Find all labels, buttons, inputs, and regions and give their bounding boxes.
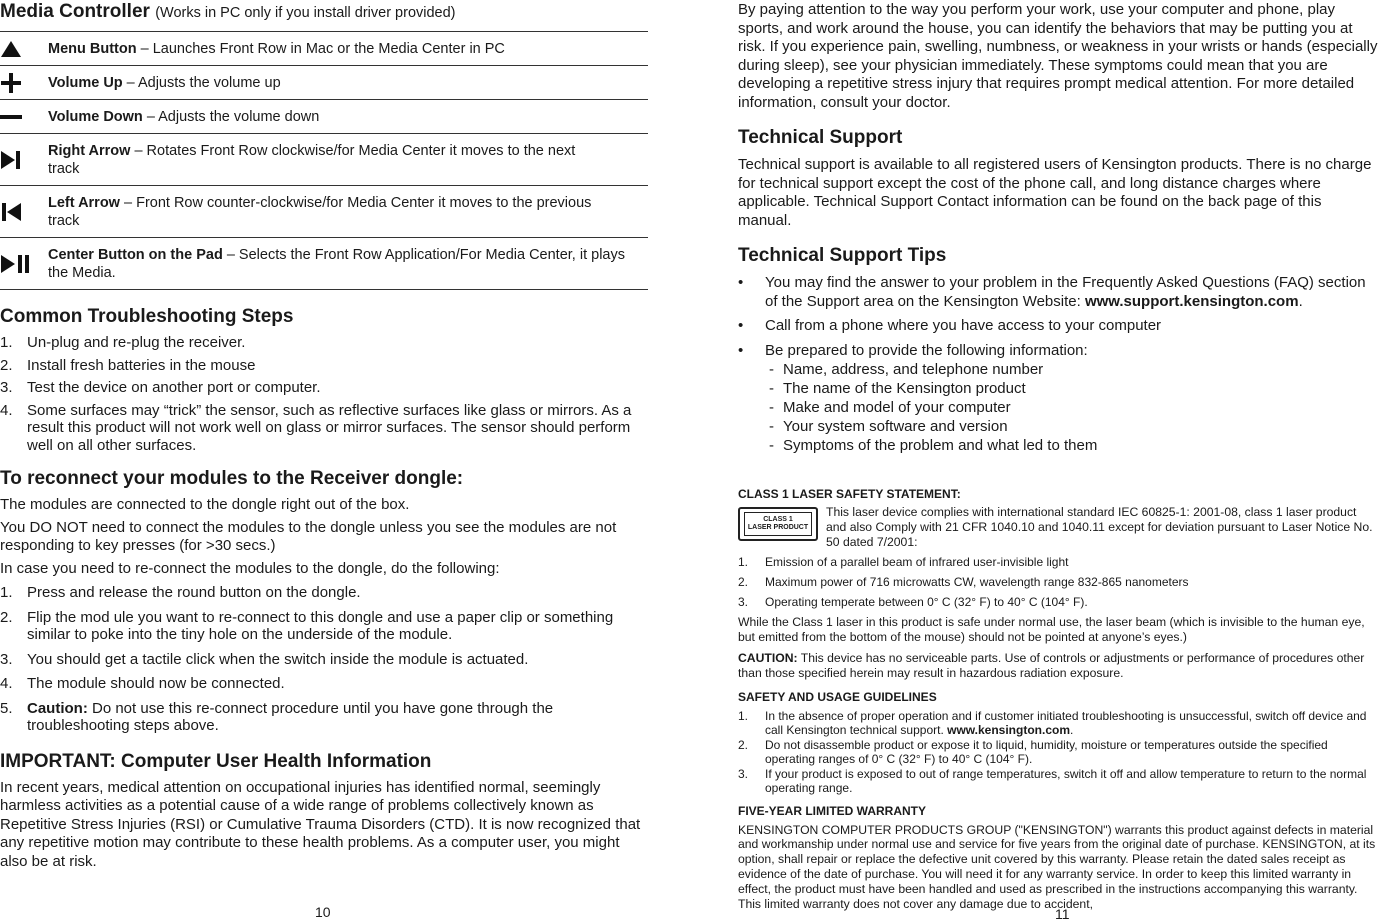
list-item: • Be prepared to provide the following information: - Name, address, and telephone number - The name of the Kensington product - Make and model of your computer - Your system software and version - Symptoms of the problem and what led to them bbox=[738, 341, 1098, 454]
list-item: • Call from a phone where you have access to your computer bbox=[738, 317, 1162, 334]
control-row-right-arrow bbox=[0, 134, 648, 186]
list-item: 3. You should get a tactile click when the switch inside the module is actuated. bbox=[0, 650, 529, 668]
reconnect-list bbox=[0, 584, 648, 735]
safety-list bbox=[738, 709, 1378, 795]
control-row-center-button bbox=[0, 238, 648, 290]
list-item: • You may find the answer to your problem in the Frequently Asked Questions (FAQ) section of the Support area on the Kensington Website: www.support.kensington.com. bbox=[738, 274, 1366, 310]
kensington-link[interactable]: www.kensington.com bbox=[947, 722, 1071, 737]
list-item: 3. If your product is exposed to out of range temperatures, switch it off and allow temperature to return to the normal operating range. bbox=[738, 766, 1367, 795]
next-track-icon bbox=[0, 150, 48, 170]
laser-heading: CLASS 1 LASER SAFETY STATEMENT: bbox=[738, 487, 961, 501]
warranty-heading: FIVE-YEAR LIMITED WARRANTY bbox=[738, 803, 926, 818]
media-controller-title: Media Controller bbox=[0, 1, 150, 22]
intro-paragraph: By paying attention to the way you perform your work, use your computer and phone, play sports, and work around the house, you can identify the behaviors that may be putting you at risk. If you experience pain, swelling, numbness, or weakness in your wrists or hands (especially during sleep), see your physician immediately. These symptoms could mean that you are developing a repetitive stress injury that requires prompt medical attention. For more detailed information, consult your doctor. bbox=[738, 1, 1378, 111]
previous-track-icon bbox=[0, 202, 48, 222]
technical-support-heading: Technical Support bbox=[738, 127, 903, 148]
left-page bbox=[0, 0, 648, 871]
page-number-left: 10 bbox=[315, 904, 331, 920]
warranty-paragraph: KENSINGTON COMPUTER PRODUCTS GROUP ("KENSINGTON") warrants this product against defects in material and workmanship under normal use and service for five years from the original date of purchase. KENSINGTON, at its option, shall repair or replace the defective unit covered by this warranty. Please retain the dated sales receipt as evidence of the date of purchase. You will need it for any warranty service. In order to keep this limited warranty in effect, the product must have been handled and used as prescribed in the instructions accompanying this warranty. This limited warranty does not cover any damage due to accident, bbox=[738, 822, 1376, 911]
laser-paragraph: While the Class 1 laser in this product is safe under normal use, the laser beam (which is invisible to the human eye, but emitted from the bottom of the mouse) should not be pointed at anyone’s eyes.) bbox=[738, 615, 1365, 645]
laser-product-badge-icon: CLASS 1 LASER PRODUCT bbox=[738, 507, 818, 541]
control-row-left-arrow bbox=[0, 186, 648, 238]
reconnect-paragraph: The modules are connected to the dongle right out of the box. bbox=[0, 496, 410, 513]
legal-section bbox=[738, 487, 1378, 911]
caution-paragraph: CAUTION: This device has no serviceable parts. Use of controls or adjustments or performance of procedures other than those specified herein may result in hazardous radiation exposure. bbox=[738, 650, 1365, 680]
list-item: - The name of the Kensington product bbox=[769, 380, 1026, 397]
play-pause-icon bbox=[0, 254, 48, 274]
list-item: 2. Do not disassemble product or expose it to liquid, humidity, moisture or temperatures outside the specified operating ranges of 0° C (32° F) to 40° C (104° F). bbox=[738, 737, 1328, 766]
troubleshooting-list bbox=[0, 334, 648, 454]
media-controller-subtitle: (Works in PC only if you install driver provided) bbox=[155, 5, 456, 21]
laser-statement: CLASS 1 LASER PRODUCT This laser device complies with international standard IEC 60825-1: 2001-08, class 1 laser product and also Comply with 21 CFR 1040.10 and 1040.11 except for deviation pursuant to Laser Notice No. 50 dated 7/2001: bbox=[738, 505, 1378, 549]
control-row-volume-up bbox=[0, 66, 648, 100]
list-item: 3. Operating temperate between 0° C (32° F) to 40° C (104° F). bbox=[738, 595, 1088, 610]
list-item: - Name, address, and telephone number bbox=[769, 361, 1044, 378]
safety-heading: SAFETY AND USAGE GUIDELINES bbox=[738, 689, 937, 704]
list-item: - Your system software and version bbox=[769, 418, 1008, 435]
list-item: - Symptoms of the problem and what led to them bbox=[769, 437, 1098, 454]
list-item: 1. In the absence of proper operation and if customer initiated troubleshooting is unsuccessful, switch off device and call Kensington technical support. www.kensington.com. bbox=[738, 708, 1367, 737]
laser-list bbox=[738, 555, 1378, 609]
tips-list bbox=[738, 274, 1378, 455]
health-paragraph: In recent years, medical attention on occupational injuries has identified normal, seemingly harmless activities as a potential cause of a wide range of problems collectively known as Repetitive Stress Injuries (RSI) or Cumulative Trauma Disorders (CTD). It is now recognized that any repetitive motion may contribute to these health problems. As a computer user, you might also be at risk. bbox=[0, 778, 641, 870]
list-item: 5. Caution: Do not use this re-connect procedure until you have gone through the troubleshooting steps above. bbox=[0, 699, 554, 734]
list-item: 1. Press and release the round button on the dongle. bbox=[0, 584, 361, 601]
media-controller-heading bbox=[0, 1, 648, 24]
control-text: Center Button on the Pad – Selects the Front Row Application/For Media Center, it plays the Media. bbox=[48, 246, 625, 281]
page-number-right: 11 bbox=[1055, 906, 1070, 922]
control-row-volume-down bbox=[0, 100, 648, 134]
troubleshooting-heading: Common Troubleshooting Steps bbox=[0, 306, 294, 327]
list-item: 2. Maximum power of 716 microwatts CW, wavelength range 832-865 nanometers bbox=[738, 575, 1189, 590]
controls-table bbox=[0, 31, 648, 290]
list-item: 3. Test the device on another port or computer. bbox=[0, 379, 321, 396]
list-item: 1. Emission of a parallel beam of infrared user-invisible light bbox=[738, 555, 1069, 570]
reconnect-paragraph: In case you need to re-connect the modules to the dongle, do the following: bbox=[0, 559, 500, 577]
technical-support-paragraph: Technical support is available to all registered users of Kensington products. There is no charge for technical support except the cost of the phone call, and long distance charges where applicable. Technical Support Contact information can be found on the back page of this manual. bbox=[738, 156, 1372, 229]
reconnect-paragraph: You DO NOT need to connect the modules to the dongle unless you see the modules are not responding to key presses (for >30 secs.) bbox=[0, 518, 617, 554]
control-text: Right Arrow – Rotates Front Row clockwise/for Media Center it moves to the next track bbox=[48, 142, 576, 177]
health-heading: IMPORTANT: Computer User Health Information bbox=[0, 750, 432, 772]
support-link[interactable]: www.support.kensington.com bbox=[1084, 292, 1299, 310]
control-text: Volume Down – Adjusts the volume down bbox=[48, 108, 320, 125]
control-text: Menu Button – Launches Front Row in Mac or the Media Center in PC bbox=[48, 40, 505, 57]
triangle-up-icon bbox=[0, 40, 48, 58]
list-item: 2. Flip the mod ule you want to re-connect to this dongle and use a paper clip or something similar to poke into the tiny hole on the underside of the module. bbox=[0, 608, 614, 643]
minus-icon bbox=[0, 113, 48, 121]
list-item: 4. The module should now be connected. bbox=[0, 675, 285, 692]
plus-icon bbox=[0, 72, 48, 94]
list-item: 4. Some surfaces may “trick” the sensor, such as reflective surfaces like glass or mirrors. As a result this product will not work well on glass or mirror surfaces. The sensor should perform well on all other surfaces. bbox=[0, 401, 632, 454]
list-item: 1. Un-plug and re-plug the receiver. bbox=[0, 334, 246, 351]
technical-support-tips-heading: Technical Support Tips bbox=[738, 245, 947, 266]
list-item: - Make and model of your computer bbox=[769, 399, 1011, 416]
control-text: Left Arrow – Front Row counter-clockwise/for Media Center it moves to the previous track bbox=[48, 194, 592, 229]
right-page bbox=[738, 0, 1378, 911]
control-row-menu bbox=[0, 32, 648, 66]
list-item: 2. Install fresh batteries in the mouse bbox=[0, 356, 256, 374]
reconnect-heading: To reconnect your modules to the Receiver dongle: bbox=[0, 468, 464, 489]
control-text: Volume Up – Adjusts the volume up bbox=[48, 74, 281, 91]
